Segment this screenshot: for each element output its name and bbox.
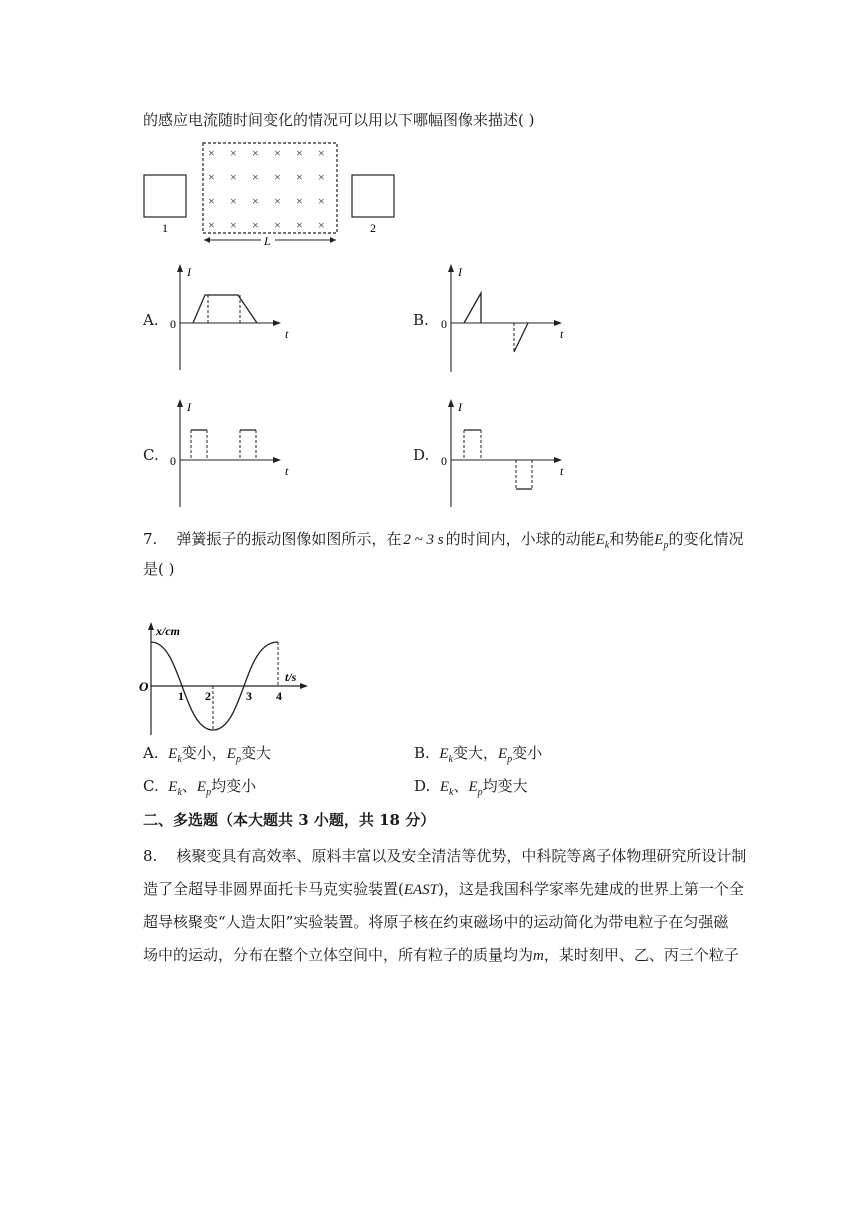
field-cross: ×: [252, 218, 259, 232]
q6-intro-line: 的感应电流随时间变化的情况可以用以下哪幅图像来描述( ): [143, 111, 535, 129]
coil-2: [352, 175, 394, 217]
q7-line-2: 是( ): [143, 560, 175, 578]
field-cross: ×: [274, 194, 281, 208]
field-cross: ×: [318, 146, 325, 160]
q6-field-figure: [140, 140, 440, 250]
field-cross: ×: [274, 218, 281, 232]
field-cross: ×: [296, 146, 303, 160]
svg-text:t: t: [560, 464, 564, 478]
curve-a: [193, 295, 257, 323]
field-cross: ×: [252, 146, 259, 160]
q7-y-label: x/cm: [156, 624, 180, 638]
field-cross: ×: [208, 218, 215, 232]
q6-option-a-graph: [165, 262, 295, 372]
q7-oscillation-graph: [138, 620, 318, 738]
q6-option-b-label: B.: [413, 311, 429, 329]
field-cross: ×: [318, 170, 325, 184]
label-width-L: L: [264, 234, 271, 248]
width-arrow-left: [204, 237, 210, 243]
svg-text:I: I: [458, 400, 462, 414]
svg-text:2: 2: [205, 689, 211, 703]
field-cross: ×: [318, 218, 325, 232]
q7-line-1: 7. 弹簧振子的振动图像如图所示，在 2 ~ 3 s 的时间内，小球的动能$E_k$和势能$E_p$的变化情况: [143, 530, 744, 551]
q6-option-d-label: D.: [413, 446, 430, 464]
q8-line-1: 8. 核聚变具有高效率、原料丰富以及安全清洁等优势，中科院等离子体物理研究所设计制: [143, 847, 747, 865]
field-crosses: [208, 146, 325, 232]
svg-text:0: 0: [170, 454, 176, 468]
section-2-title: 二、多选题（本大题共 3 小题，共 18 分）: [143, 811, 436, 829]
q8-line-2: 造了全超导非圆界面托卡马克实验装置(EAST)，这是我国科学家率先建成的世界上第一个全: [143, 880, 744, 898]
field-cross: ×: [274, 170, 281, 184]
field-cross: ×: [208, 170, 215, 184]
svg-text:I: I: [458, 265, 462, 279]
field-cross: ×: [230, 170, 237, 184]
q6-option-b-graph: [436, 262, 576, 374]
q7-option-b: B. $E_k$变大，$E_p$变小: [414, 744, 543, 765]
field-cross: ×: [230, 194, 237, 208]
q7-option-a: A. $E_k$变小，$E_p$变大: [143, 744, 271, 765]
field-cross: ×: [296, 218, 303, 232]
field-cross: ×: [274, 146, 281, 160]
q7-number: 7.: [143, 530, 158, 548]
field-region: [203, 143, 337, 233]
q7-option-c: C. $E_k$、$E_p$均变小: [143, 777, 257, 798]
field-cross: ×: [208, 146, 215, 160]
field-cross: ×: [230, 146, 237, 160]
svg-text:t: t: [560, 327, 564, 341]
svg-text:0: 0: [170, 317, 176, 331]
field-cross: ×: [318, 194, 325, 208]
coil-1: [144, 175, 186, 217]
q8-line-3: 超导核聚变“人造太阳”实验装置。将原子核在约束磁场中的运动简化为带电粒子在匀强磁: [143, 913, 729, 931]
q7-x-label: t/s: [285, 670, 297, 684]
field-cross: ×: [252, 194, 259, 208]
field-cross: ×: [296, 170, 303, 184]
field-cross: ×: [208, 194, 215, 208]
q6-option-c-graph: [165, 397, 295, 509]
field-cross: ×: [252, 170, 259, 184]
q6-option-c-label: C.: [143, 446, 159, 464]
svg-text:t: t: [285, 327, 289, 341]
svg-text:t: t: [285, 464, 289, 478]
field-cross: ×: [296, 194, 303, 208]
field-cross: ×: [230, 218, 237, 232]
q6-option-d-graph: [436, 397, 576, 509]
svg-text:0: 0: [441, 317, 447, 331]
q7-option-d: D. $E_k$、$E_p$均变大: [414, 777, 528, 798]
label-coil-1: 1: [162, 221, 168, 235]
q7-origin: O: [139, 679, 149, 694]
curve-b-negative: [514, 323, 528, 352]
q8-number: 8.: [143, 847, 158, 865]
svg-text:I: I: [187, 400, 191, 414]
svg-text:1: 1: [178, 689, 184, 703]
curve-b-positive: [464, 293, 481, 323]
label-coil-2: 2: [370, 221, 376, 235]
q6-option-a-label: A.: [143, 311, 159, 329]
q8-line-4: 场中的运动，分布在整个立体空间中，所有粒子的质量均为m，某时刻甲、乙、丙三个粒子: [143, 946, 739, 964]
svg-text:4: 4: [276, 689, 282, 703]
svg-text:0: 0: [441, 454, 447, 468]
svg-text:I: I: [187, 265, 191, 279]
width-arrow-right: [330, 237, 336, 243]
q7-time-range: 2 ~ 3 s: [403, 532, 444, 548]
svg-text:3: 3: [246, 689, 252, 703]
